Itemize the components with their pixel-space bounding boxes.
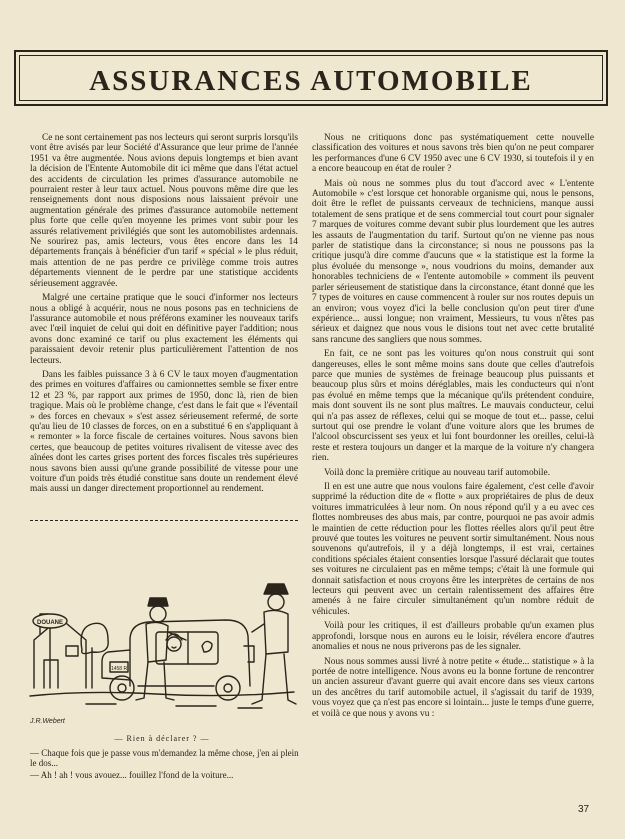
caption-line: — Chaque fois que je passe vous m'demandez la même chose, j'en ai plein le dos...	[30, 748, 299, 768]
cartoon-illustration	[26, 528, 298, 728]
license-plate: 1458 R	[110, 666, 128, 672]
paragraph: Malgré une certaine pratique que le souci d'informer nos lecteurs nous a obligé à acquérir, nous ne nous posons pas en techniciens de l'assurance automobile et nous préférons examiner les nouveaux tarifs avec l'œil inquiet de celui qui doit en définitive payer l'addition; nous avons donc examiné ce tarif ou plus exactement les éléments qui paraissaient devoir retenir plus particulièrement l'attention de nos lecteurs.	[30, 293, 298, 366]
title-frame	[14, 50, 608, 106]
paragraph: Ce ne sont certainement pas nos lecteurs qui seront surpris lorsqu'ils vont être avisés par leur Société d'Assurance que leur prime de l'année 1951 va être augmentée. Nous avions depuis longtemps et bien avant la décision de l'Entente Automobile dit ici même que dans l'état actuel des accidents de circulation les primes d'assurance automobile ne pourraient rester à leur taux actuel. Nous pouvons même dire que les renseignements dont nous disposions nous laissaient prévoir une augmentation générale des primes d'assurance automobile nettement plus forte que celle qu'en moyenne les primes vont subir pour les assurés relativement privilégiés que sont les automobilistes ardennais. Ne sourirez pas, amis lecteurs, vous êtes encore dans les 14 départements français à bénéficier d'un tarif « spécial » le plus réduit, mais attention de ne pas perdre ce privilège comme trois autres départements viennent de le perdre par une statistique accidents sérieusement aggravée.	[30, 133, 298, 289]
column-divider	[30, 520, 298, 521]
page-number: 37	[578, 804, 590, 815]
customs-officer-right	[252, 584, 296, 704]
caption-line: — Ah ! ah ! vous avouez... fouillez l'fond de la voiture...	[30, 770, 234, 780]
paragraph: Il en est une autre que nous voulons faire également, c'est celle d'avoir supprimé la réduction dite de « flotte » aux propriétaires de plus de deux voitures immatriculées à leur nom. On nous répond qu'il y a eu avec ces flottes nombreuses des abus mais, par contre, pourquoi ne pas avoir admis le maintien de cette réduction pour les flottes réelles alors qu'il peut être prouvé que toutes les voitures ne peuvent sortir simultanément. Nous nous souvenons qu'autrefois, il y a déjà longtemps, il est vrai, certaines conditions spéciales étaient consenties lorsque l'assuré déclarait que toutes ses voitures ne circulaient pas en même temps; c'était là une formule qui donnait satisfaction et nous croyons être les interprètes de certains de nos lecteurs qui peuvent avec un certain ralentissement des affaires être amenés à ne faire circuler simultanément qu'un nombre réduit de véhicules.	[312, 482, 594, 617]
ground-line	[30, 692, 294, 696]
caption-title: — Rien à déclarer ? —	[114, 734, 210, 743]
paragraph: Dans les faibles puissance 3 à 6 CV le taux moyen d'augmentation des primes en voitures d'affaires ou camionnettes semble se fixer entre 12 et 23 %, par rapport aux primes de 1950, donc là, rien de bien tragique. Mais où le problème change, c'est dans le fait que « l'éventail » des forces en chevaux » s'est assez sérieusement refermé, de sorte qu'au lieu de 10 classes de forces, on en a substitué 6 en s'appliquant à « remonter » la force fiscale de certaines voitures. Nous savons bien certes, que beaucoup de petites voitures rivalisent de vitesse avec des aînées dont les cartes grises portent des forces fiscales très supérieures nous savons bien aussi qu'une grande possibilité de vitesse pour une voiture d'un poids très étudié constitue sans doute un rendement élevé mais aussi un danger directement proportionnel au rendement.	[30, 369, 298, 495]
paragraph: Mais où nous ne sommes plus du tout d'accord avec « L'entente Automobile » c'est lorsque cet honorable organisme qui, nous le pensons, doit être le reflet de puissants cerveaux de techniciens, manque aussi totalement de sens pratique et de sens commercial tout court pour signaler 7 marques de voitures comme devant subir plus lourdement que les autres les assauts de l'augmentation du tarif. Surtout qu'on ne vienne pas nous parler de statistique dans la circonstance; si nous ne poussons pas la critique jusqu'à dire comme d'aucuns que « la statistique est la forme la plus évoluée du mensonge », nous voudrions du moins, demander aux honorables techniciens de « l'entente automobile » comment ils peuvent parler sérieusement de statistique dans la circonstance, étant donné que les 7 types de voitures en cause commencent à rouler sur nos routes depuis un an environ; vous voyez d'ici la belle conclusion qu'on peut tirer d'une expérience... aussi longue; non vraiment, Messieurs, tu vous n'êtes pas sérieux et daignez que nous vous le disions tout net avec cette brutalité sans rancune des sangliers que nous sommes.	[312, 178, 594, 345]
customs-sign-label: DOUANE	[36, 620, 64, 626]
paragraph: Nous ne critiquons donc pas systématiquement cette nouvelle classification des voitures et nous savons très bien qu'on ne peut comparer les performances d'une 6 CV 1950 avec une 6 CV 1930, si toutefois il y en a encore beaucoup en état de rouler ?	[312, 133, 594, 175]
left-column	[30, 133, 298, 499]
article-title: ASSURANCES AUTOMOBILE	[89, 65, 533, 97]
paragraph: En fait, ce ne sont pas les voitures qu'on nous construit qui sont dangereuses, elles le sont même moins sans doute que celles d'autrefois parce que munies de systèmes de freinage beaucoup plus puissants et beaucoup plus sûrs et moins déréglables, mais les conducteurs qui n'ont pas évolué en même temps que la mécanique qu'ils prétendent conduire, mais dont souvent ils ne sont plus maîtres. Le mauvais conducteur, celui qui n'a pas assez de réflexes, celui qui se moque de tout et... passe, celui surtout qui ose prendre le volant d'une voiture alors que les brumes de l'alcool obscurcissent ses yeux et lui font bourdonner les oreilles, celui-là reste et restera toujours un danger et la marque de la voiture n'y changera rien.	[312, 349, 594, 464]
paragraph: Voilà pour les critiques, il est d'ailleurs probable qu'un examen plus approfondi, lorsque nous en aurons eu le loisir, révélera encore d'autres anomalies et nous ne nous priverons pas de les signaler.	[312, 621, 594, 653]
paragraph: Nous nous sommes aussi livré à notre petite « étude... statistique » à la portée de notre intelligence. Nous avons eu la bonne fortune de rencontrer un ancien assureur d'avant guerre qui avait encore dans ses vieux cartons un des ancêtres du tarif automobile actuel, il s'agissait du tarif de 1939, vous voyez que ça n'est pas encore si lointain... juste le temps d'une guerre, et voilà ce que nous y avons vu :	[312, 656, 594, 719]
right-column	[312, 133, 594, 723]
artist-signature: J.R.Webert	[30, 718, 65, 725]
driver-figure	[166, 634, 212, 652]
paragraph: Voilà donc la première critique au nouveau tarif automobile.	[324, 467, 551, 478]
car-icon	[102, 620, 254, 700]
